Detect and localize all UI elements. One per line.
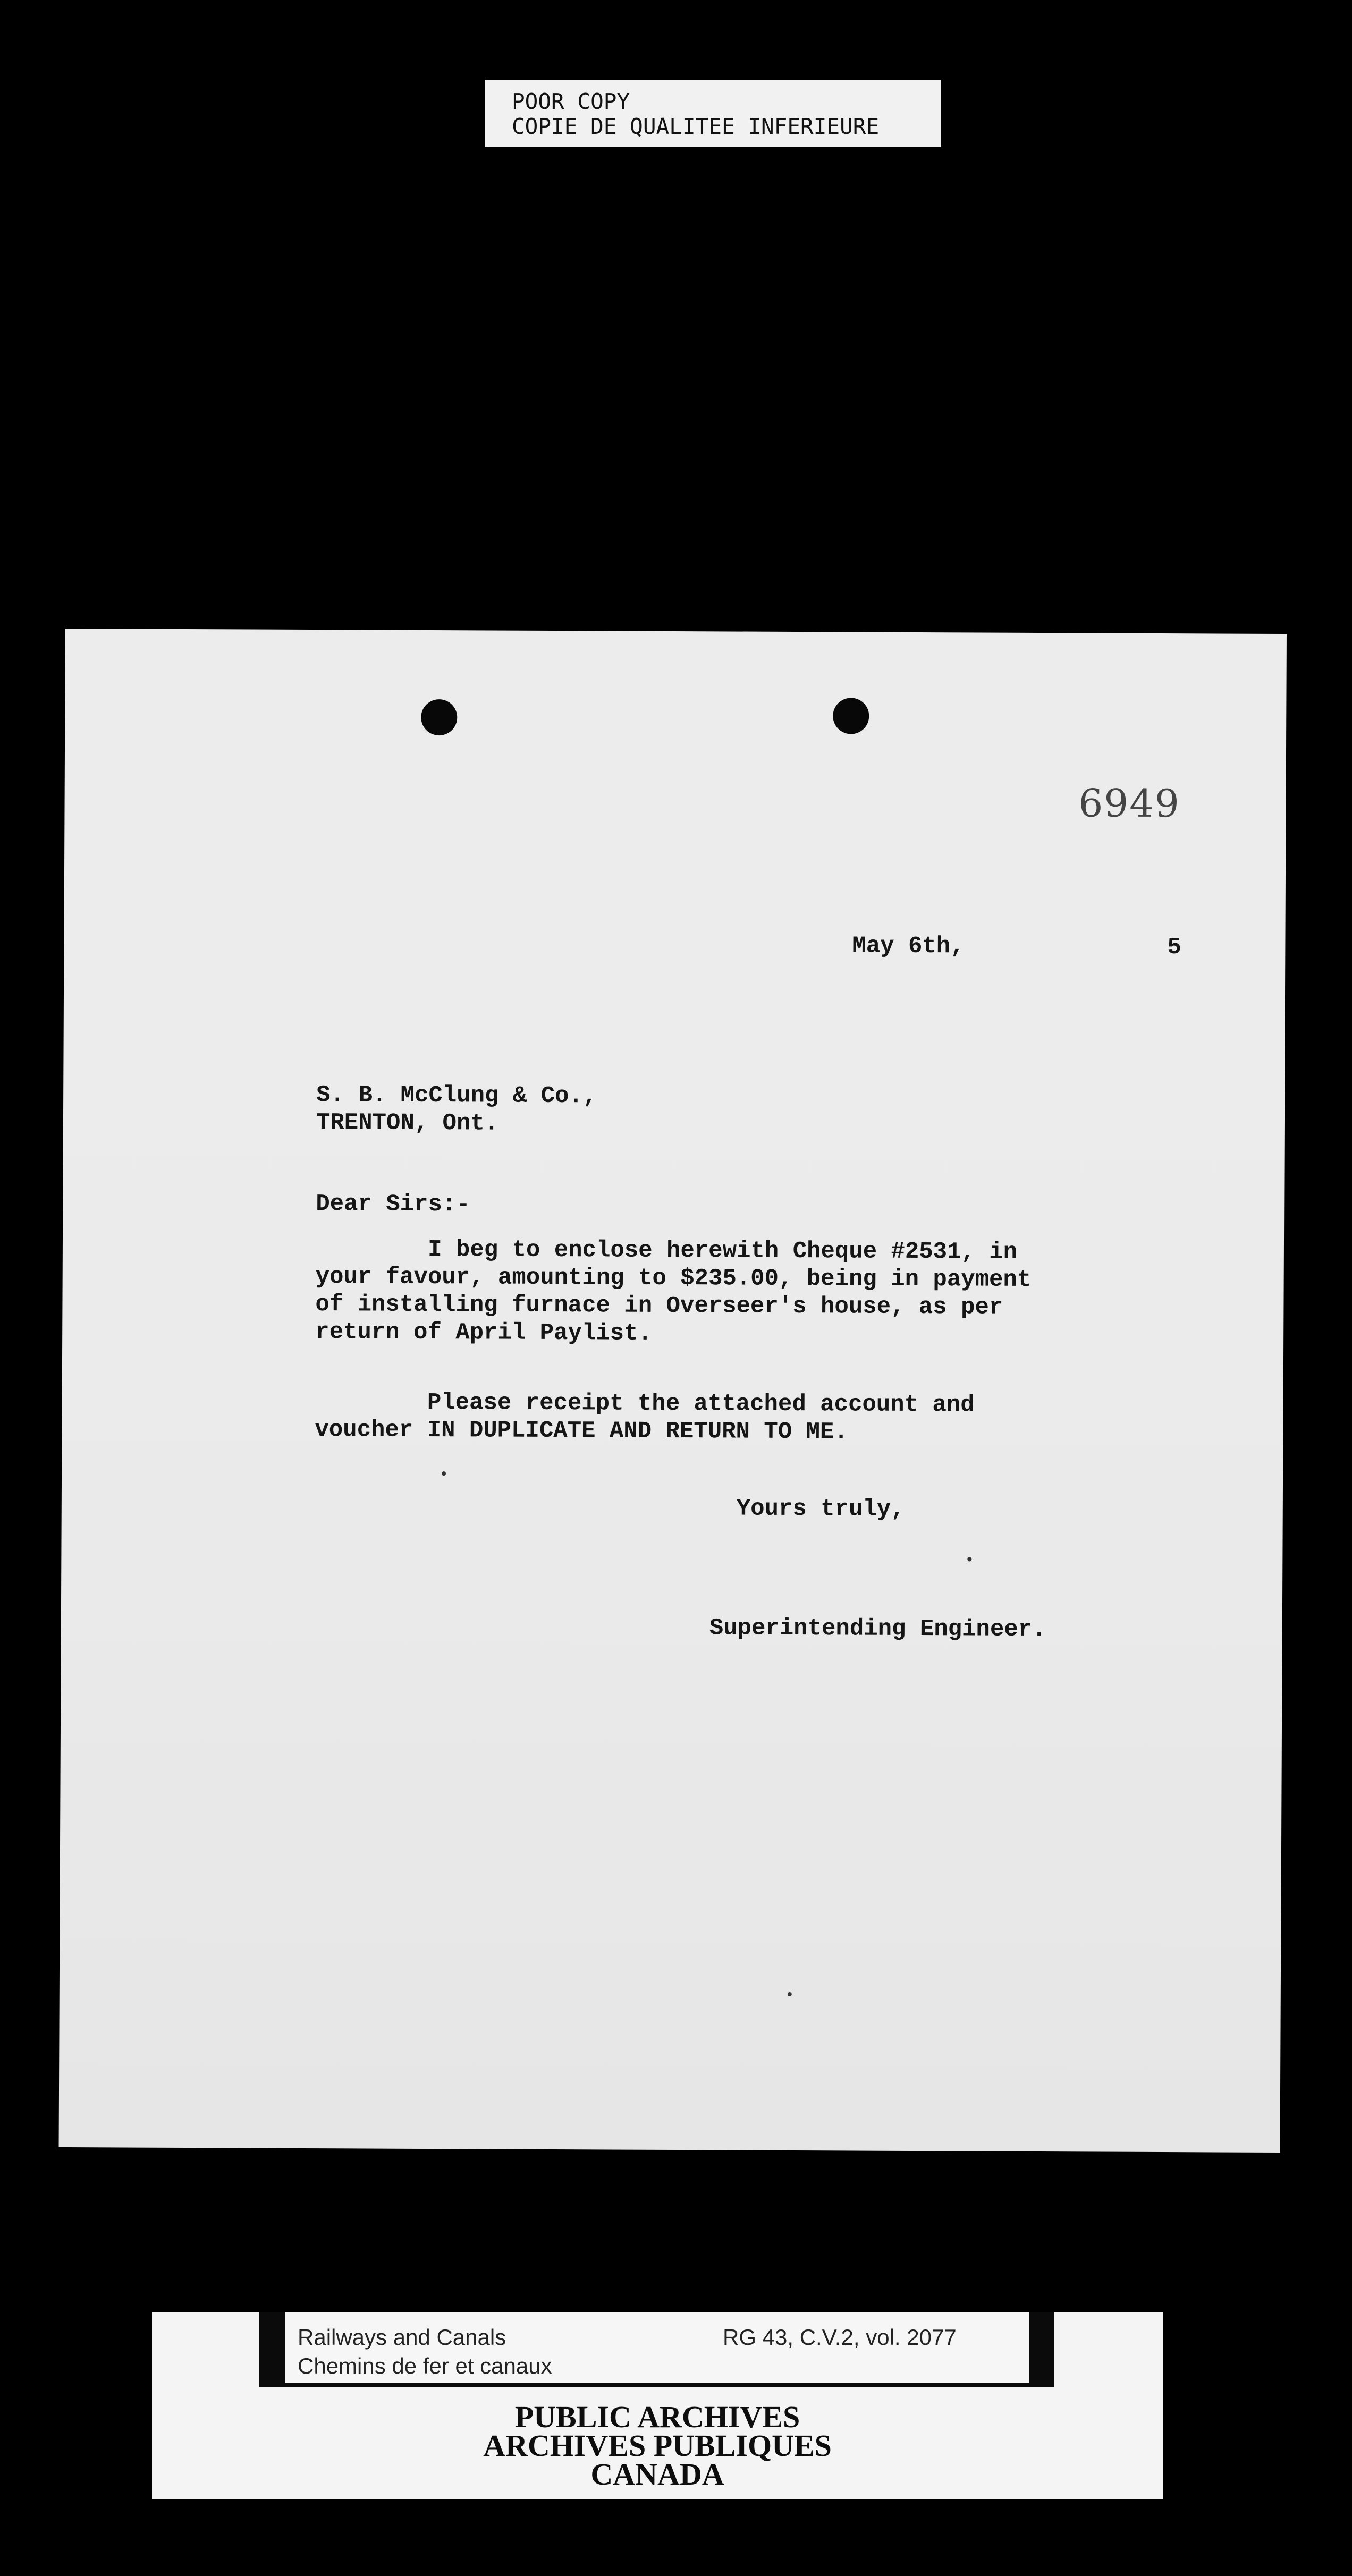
para2-line-2: voucher IN DUPLICATE AND RETURN TO ME. — [315, 1417, 848, 1446]
ink-speck — [442, 1471, 446, 1476]
collection-french: Chemins de fer et canaux — [298, 2353, 552, 2378]
para1-line-1: I beg to enclose herewith Cheque #2531, in — [315, 1236, 1018, 1266]
institution-line-2: ARCHIVES PUBLIQUES — [483, 2428, 832, 2463]
punch-hole-left — [421, 699, 457, 735]
ink-speck — [788, 1992, 792, 1996]
body-paragraph-2 — [315, 1388, 974, 1446]
institution-name — [152, 2400, 1163, 2492]
file-number: 6949 — [1078, 781, 1181, 826]
collection-english: Railways and Canals — [298, 2325, 506, 2350]
letter-page — [59, 629, 1287, 2153]
salutation: Dear Sirs:- — [316, 1191, 470, 1218]
para1-line-4: return of April Paylist. — [315, 1319, 653, 1347]
letter-date: May 6th, — [852, 933, 965, 960]
signature-title: Superintending Engineer. — [709, 1615, 1046, 1643]
ink-speck — [967, 1557, 971, 1561]
closing: Yours truly, — [736, 1495, 905, 1523]
para2-line-1: Please receipt the attached account and — [315, 1389, 975, 1419]
archive-label — [152, 2312, 1163, 2499]
punch-hole-right — [833, 698, 869, 734]
recipient-address — [316, 1081, 597, 1138]
institution-line-1: PUBLIC ARCHIVES — [514, 2400, 800, 2434]
address-line-2: TRENTON, Ont. — [316, 1109, 499, 1137]
poor-copy-stamp — [485, 80, 941, 147]
body-paragraph-1 — [315, 1235, 1032, 1349]
collection-names — [298, 2323, 552, 2380]
para1-line-3: of installing furnace in Overseer's house, as per — [315, 1291, 1003, 1321]
archive-reference: RG 43, C.V.2, vol. 2077 — [723, 2325, 957, 2350]
para1-line-2: your favour, amounting to $235.00, being in payment — [315, 1264, 1032, 1293]
address-line-1: S. B. McClung & Co., — [316, 1082, 597, 1110]
stamp-line-2: COPIE DE QUALITEE INFERIEURE — [512, 114, 880, 139]
reference-card — [285, 2312, 1029, 2383]
institution-line-3: CANADA — [590, 2457, 724, 2492]
page-number: 5 — [1167, 934, 1181, 961]
stamp-line-1: POOR COPY — [512, 89, 630, 114]
